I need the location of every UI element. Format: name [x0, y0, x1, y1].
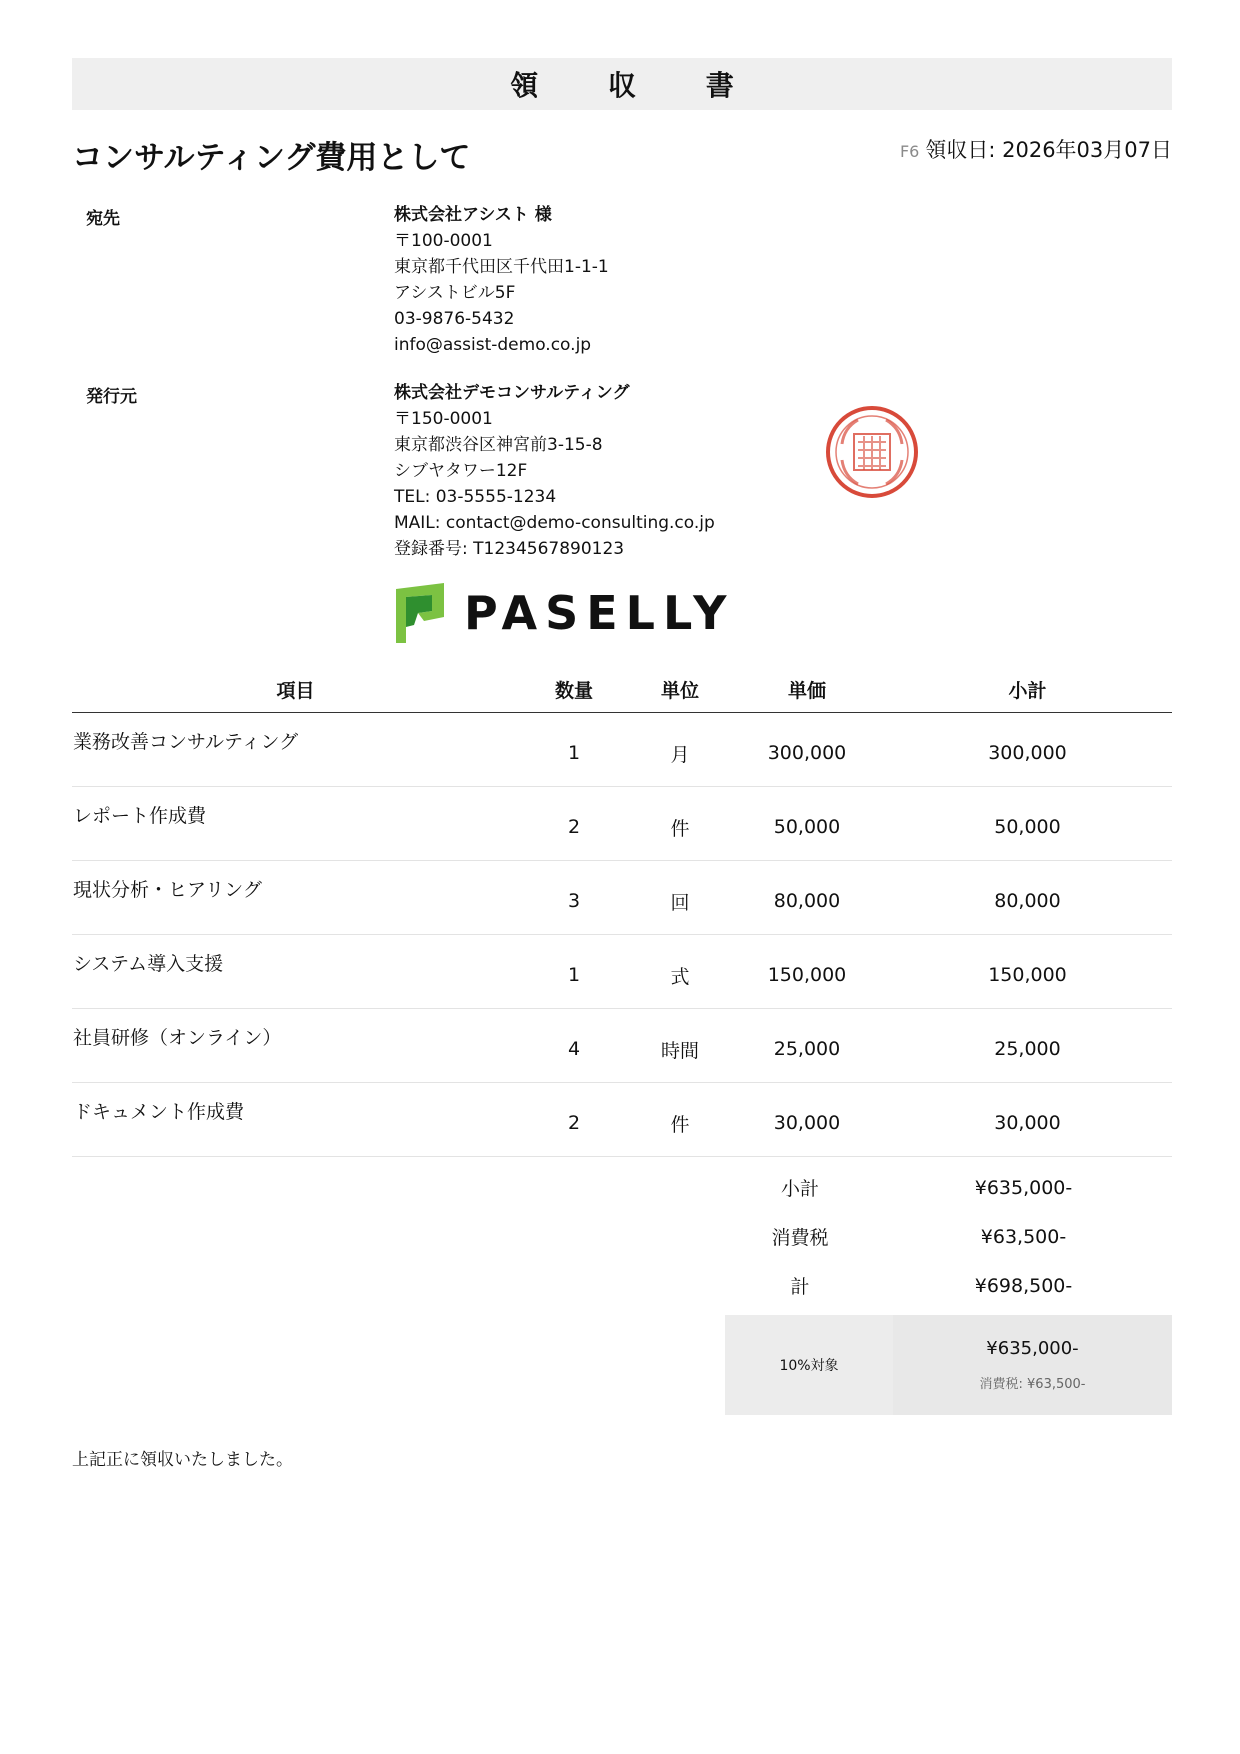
row-unit: 件: [629, 787, 731, 861]
row-subtotal: 50,000: [883, 787, 1172, 861]
date-text: 領収日: 2026年03月07日: [925, 138, 1172, 162]
row-item: 現状分析・ヒアリング: [72, 861, 519, 935]
row-unit-price: 80,000: [731, 861, 883, 935]
row-quantity: 2: [519, 1083, 629, 1157]
receipt-page: [72, 58, 1172, 1470]
tax-rate-label: 10%対象: [779, 1358, 839, 1374]
paselly-logo-icon: [392, 583, 448, 643]
total-label: 計: [790, 1276, 810, 1298]
issuer-email: MAIL: contact@demo-consulting.co.jp: [394, 513, 715, 533]
issuer-name: 株式会社デモコンサルティング: [394, 383, 630, 403]
header-unit-price: 単価: [731, 666, 883, 713]
issuer-phone: TEL: 03-5555-1234: [394, 487, 557, 507]
title-row: [72, 128, 1172, 198]
header-unit: 単位: [629, 666, 731, 713]
date-code: F6: [899, 142, 920, 161]
tax-row: [72, 1212, 1172, 1261]
recipient-email: info@assist-demo.co.jp: [394, 335, 592, 355]
closing-statement: 上記正に領収いたしました。: [72, 1450, 293, 1470]
header-quantity: 数量: [519, 666, 629, 713]
company-logo: [392, 580, 1172, 646]
row-subtotal: 300,000: [883, 713, 1172, 787]
table-row: [72, 713, 1172, 787]
row-unit-price: 300,000: [731, 713, 883, 787]
row-unit-price: 50,000: [731, 787, 883, 861]
recipient-name: 株式会社アシスト 様: [394, 205, 552, 225]
row-quantity: 4: [519, 1009, 629, 1083]
table-row: [72, 1009, 1172, 1083]
issuer-lines: [394, 380, 1172, 562]
table-row: [72, 935, 1172, 1009]
row-unit: 件: [629, 1083, 731, 1157]
row-item: 業務改善コンサルティング: [72, 713, 519, 787]
tax-amount-note: 消費税: ¥63,500-: [979, 1377, 1086, 1392]
row-quantity: 2: [519, 787, 629, 861]
receipt-date: [900, 134, 1172, 164]
company-seal-icon: [824, 404, 920, 500]
total-row: [72, 1261, 1172, 1310]
row-item: 社員研修（オンライン）: [72, 1009, 519, 1083]
row-unit-price: 30,000: [731, 1083, 883, 1157]
row-quantity: 1: [519, 713, 629, 787]
issuer-address: 東京都渋谷区神宮前3-15-8: [394, 435, 603, 455]
tax-label: 消費税: [771, 1227, 829, 1249]
table-row: [72, 1083, 1172, 1157]
row-quantity: 1: [519, 935, 629, 1009]
row-subtotal: 25,000: [883, 1009, 1172, 1083]
row-unit-price: 150,000: [731, 935, 883, 1009]
row-quantity: 3: [519, 861, 629, 935]
issuer-registration: 登録番号: T1234567890123: [394, 539, 625, 559]
row-unit: 月: [629, 713, 731, 787]
issuer-postal: 〒150-0001: [394, 409, 493, 429]
tax-breakdown: [725, 1315, 1172, 1415]
table-header-row: [72, 666, 1172, 713]
row-unit: 式: [629, 935, 731, 1009]
subtotal-label: 小計: [780, 1178, 819, 1200]
recipient-address: 東京都千代田区千代田1-1-1: [394, 257, 609, 277]
header-subtotal: 小計: [883, 666, 1172, 713]
issuer-label: 発行元: [86, 387, 137, 407]
row-subtotal: 150,000: [883, 935, 1172, 1009]
recipient-label: 宛先: [86, 209, 120, 229]
totals-section: [72, 1163, 1172, 1415]
recipient-phone: 03-9876-5432: [394, 309, 515, 329]
row-item: レポート作成費: [72, 787, 519, 861]
tax-value: ¥63,500-: [980, 1225, 1067, 1248]
receipt-subject: コンサルティング費用として: [72, 140, 471, 176]
recipient-building: アシストビル5F: [394, 283, 516, 303]
issuer-block: [72, 380, 1172, 562]
table-row: [72, 787, 1172, 861]
total-value: ¥698,500-: [974, 1274, 1073, 1297]
taxable-amount: ¥635,000-: [986, 1338, 1079, 1359]
row-subtotal: 30,000: [883, 1083, 1172, 1157]
row-subtotal: 80,000: [883, 861, 1172, 935]
items-table: [72, 666, 1172, 1157]
row-unit-price: 25,000: [731, 1009, 883, 1083]
subtotal-row: [72, 1163, 1172, 1212]
logo-wordmark: PASELLY: [464, 586, 735, 640]
recipient-postal: 〒100-0001: [394, 231, 493, 251]
subtotal-value: ¥635,000-: [974, 1176, 1073, 1199]
row-item: システム導入支援: [72, 935, 519, 1009]
issuer-building: シブヤタワー12F: [394, 461, 528, 481]
recipient-block: [72, 202, 1172, 358]
row-unit: 時間: [629, 1009, 731, 1083]
row-unit: 回: [629, 861, 731, 935]
document-title: 領 収 書: [72, 58, 1172, 110]
tax-breakdown-values: [893, 1315, 1172, 1415]
row-item: ドキュメント作成費: [72, 1083, 519, 1157]
header-item: 項目: [72, 666, 519, 713]
table-row: [72, 861, 1172, 935]
recipient-lines: [394, 202, 1172, 358]
